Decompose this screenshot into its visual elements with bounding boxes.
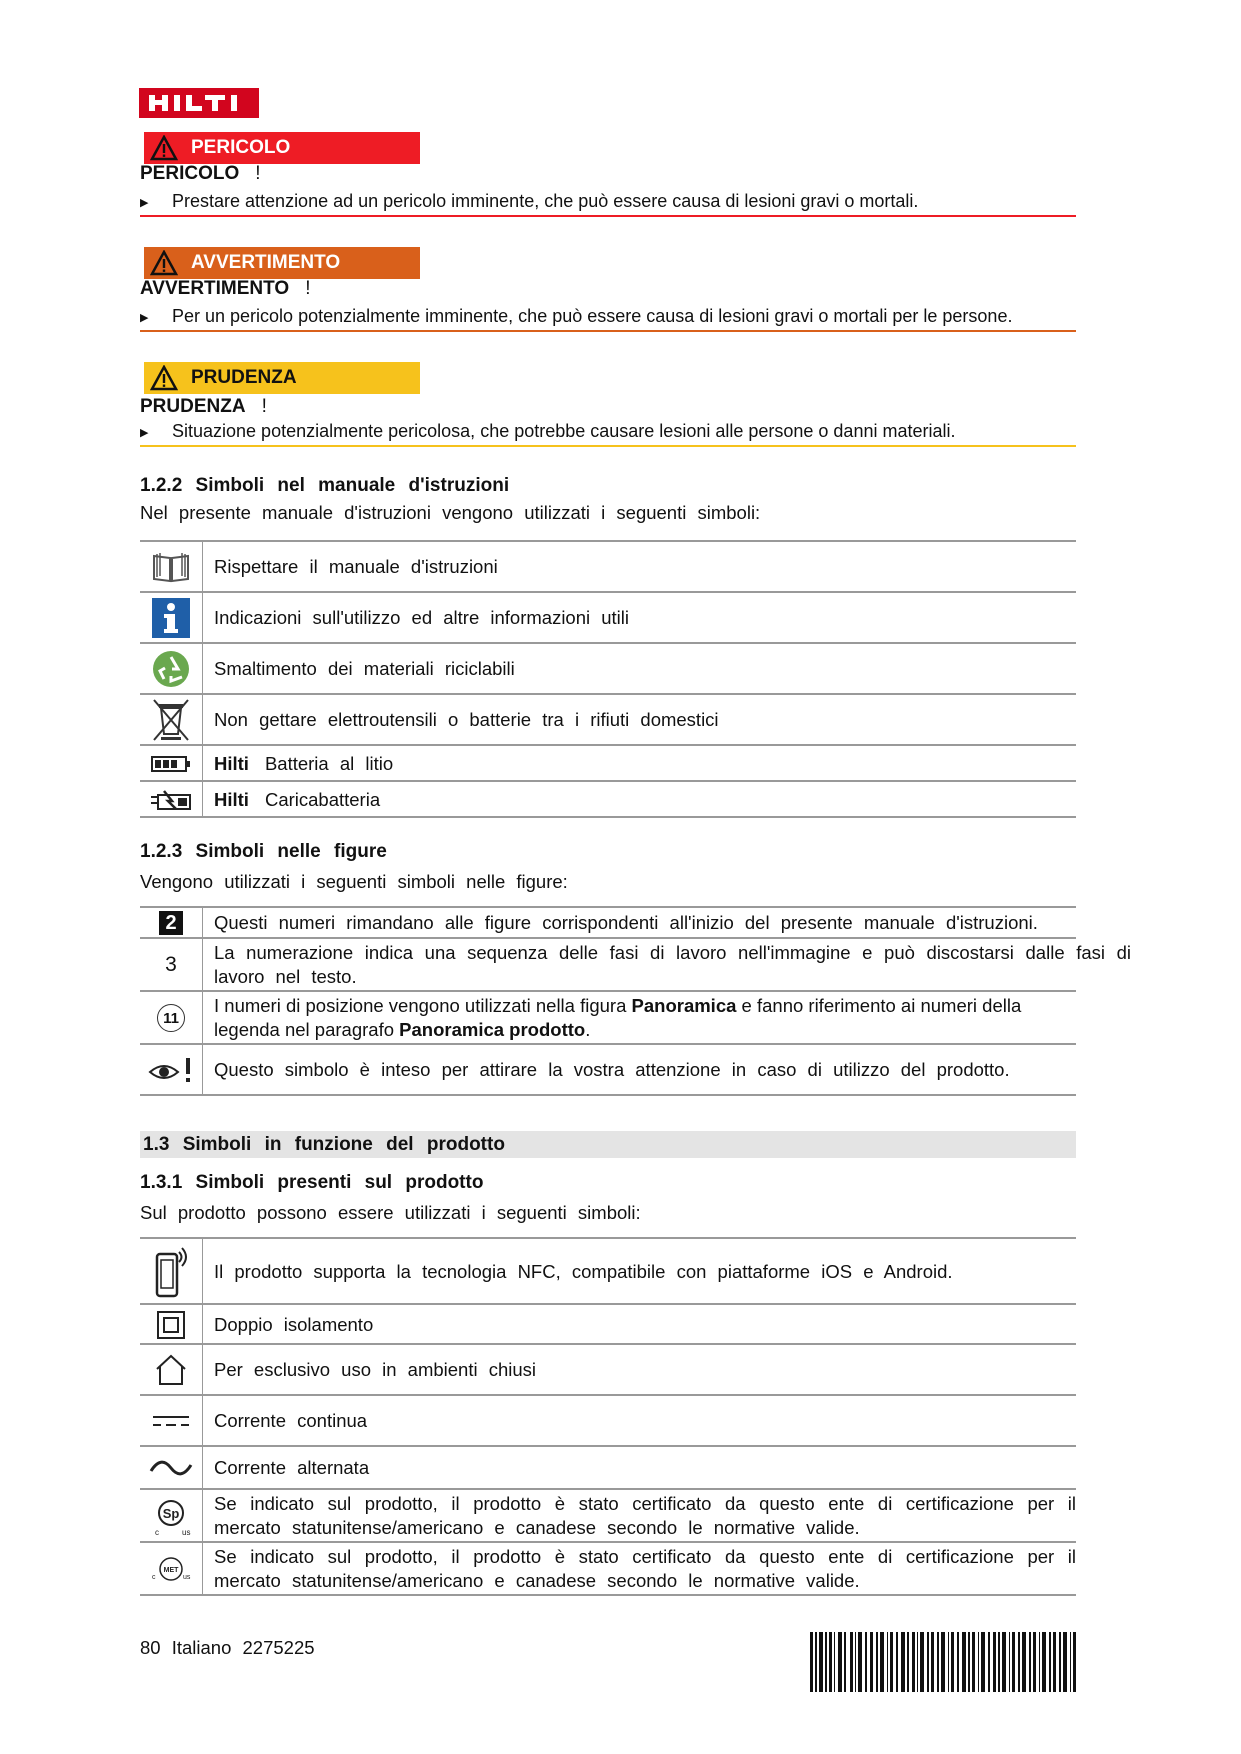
warning-triangle-icon: [150, 365, 178, 391]
table-row: [140, 1394, 1076, 1446]
row-text: Se indicato sul prodotto, il prodotto è stato certificato da questo ente di certificazione per il mercato statunitense/americano e canadese secondo le normative valide.: [214, 1493, 1076, 1538]
double-insulation-icon: [156, 1310, 186, 1340]
row-text: Rispettare il manuale d'istruzioni: [214, 556, 498, 577]
table-row: [140, 1488, 1076, 1542]
warning-banner: [144, 247, 420, 279]
table-row: [140, 693, 1076, 745]
row-text: Per esclusivo uso in ambienti chiusi: [214, 1359, 537, 1380]
table-row: [140, 744, 1076, 781]
table-row: [140, 591, 1076, 643]
section-13-heading: 1.3 Simboli in funzione del prodotto: [143, 1134, 505, 1155]
table-row: [140, 1043, 1076, 1095]
footer-language: Italiano: [171, 1637, 232, 1658]
danger-text: ▶ Prestare attenzione ad un pericolo imminente, che può essere causa di lesioni gravi o mortali.: [140, 191, 919, 211]
table-row: [140, 1237, 1076, 1304]
table-row: [140, 990, 1076, 1044]
warning-rule: [140, 330, 1076, 332]
caution-text: ▶ Situazione potenzialmente pericolosa, che potrebbe causare lesioni alle persone o danni materiali.: [140, 421, 956, 441]
table-row: [140, 780, 1076, 817]
danger-banner: [144, 132, 420, 164]
recycle-icon: [151, 649, 191, 689]
svg-text:Sp: Sp: [162, 1506, 180, 1521]
charger-icon: [150, 789, 192, 811]
svg-text:c: c: [155, 1528, 159, 1537]
table-row: [140, 906, 1076, 938]
row-text: Smaltimento dei materiali riciclabili: [214, 658, 515, 679]
table-row: [140, 1303, 1076, 1344]
page-footer: [140, 1637, 315, 1659]
step-number-icon: 3: [165, 953, 177, 976]
row-text: Hilti Batteria al litio: [214, 752, 394, 774]
row-text: Se indicato sul prodotto, il prodotto è stato certificato da questo ente di certificazione per il mercato statunitense/americano e canadese secondo le normative valide.: [214, 1546, 1076, 1591]
row-text: Hilti Caricabatteria: [214, 788, 381, 810]
page-number: 80: [140, 1637, 161, 1658]
table-row: [140, 937, 1131, 991]
svg-text:c: c: [152, 1574, 156, 1581]
info-icon: [152, 598, 190, 638]
manual-icon: [151, 550, 191, 584]
position-number-icon: 11: [157, 1004, 185, 1032]
figure-number-icon: 2: [159, 911, 183, 935]
row-text: Il prodotto supporta la tecnologia NFC, compatibile con piattaforme iOS e Android.: [214, 1260, 953, 1282]
csa-cert-icon: [149, 1495, 193, 1537]
row-text: Corrente continua: [214, 1410, 368, 1431]
section-122-heading: 1.2.2 Simboli nel manuale d'istruzioni: [140, 475, 510, 496]
danger-banner-label: PERICOLO: [191, 137, 291, 158]
row-text: Indicazioni sull'utilizzo ed altre informazioni utili: [214, 607, 630, 628]
attention-eye-icon: [148, 1056, 194, 1084]
row-text: La numerazione indica una sequenza delle fasi di lavoro nell'immagine e può discostarsi dalle fasi di lavoro nel testo.: [214, 942, 1131, 987]
svg-text:us: us: [183, 1574, 191, 1581]
table-row: [140, 1541, 1076, 1595]
warning-banner-label: AVVERTIMENTO: [191, 252, 341, 273]
caution-banner-label: PRUDENZA: [191, 367, 297, 388]
nfc-phone-icon: [151, 1244, 191, 1300]
table-row: [140, 540, 1076, 592]
section-123-heading: 1.2.3 Simboli nelle figure: [140, 841, 387, 862]
warning-triangle-icon: [150, 135, 178, 161]
footer-doc-number: 2275225: [242, 1637, 315, 1658]
crossed-bin-icon: [151, 698, 191, 742]
alternating-current-icon: [149, 1457, 193, 1479]
caution-rule: [140, 445, 1076, 447]
section-131-intro: Sul prodotto possono essere utilizzati i seguenti simboli:: [140, 1202, 641, 1223]
section-123-intro: Vengono utilizzati i seguenti simboli nelle figure:: [140, 871, 568, 892]
warning-triangle-icon: [150, 250, 178, 276]
warning-text: ▶ Per un pericolo potenzialmente imminente, che può essere causa di lesioni gravi o mortali per le persone.: [140, 306, 1013, 326]
svg-text:us: us: [182, 1528, 191, 1537]
row-text: Corrente alternata: [214, 1457, 370, 1478]
met-cert-icon: [149, 1553, 193, 1585]
row-text: Non gettare elettroutensili o batterie tra i rifiuti domestici: [214, 709, 719, 730]
caution-title: PRUDENZA !: [140, 396, 267, 417]
danger-rule: [140, 215, 1076, 217]
row-text: Questi numeri rimandano alle figure corrispondenti all'inizio del presente manuale d'istruzioni.: [214, 912, 1038, 933]
table-row: [140, 642, 1076, 694]
row-text: Questo simbolo è inteso per attirare la vostra attenzione in caso di utilizzo del prodotto.: [214, 1059, 1010, 1080]
svg-text:MET: MET: [163, 1567, 179, 1574]
direct-current-icon: [151, 1413, 191, 1429]
section-131-heading: 1.3.1 Simboli presenti sul prodotto: [140, 1172, 484, 1193]
row-text: I numeri di posizione vengono utilizzati nella figura Panoramica e fanno riferimento ai numeri della legenda nel paragrafo Panoramica prodotto.: [214, 995, 1022, 1040]
table-row: [140, 1445, 1076, 1489]
caution-banner: [144, 362, 420, 394]
battery-icon: [151, 754, 191, 774]
danger-title: PERICOLO !: [140, 163, 261, 184]
warning-title: AVVERTIMENTO !: [140, 278, 311, 299]
table-row: [140, 1343, 1076, 1395]
barcode: [810, 1632, 1076, 1692]
indoor-house-icon: [154, 1354, 188, 1386]
section-122-intro: Nel presente manuale d'istruzioni vengono utilizzati i seguenti simboli:: [140, 502, 761, 523]
row-text: Doppio isolamento: [214, 1313, 374, 1335]
hilti-logo: [139, 88, 259, 118]
